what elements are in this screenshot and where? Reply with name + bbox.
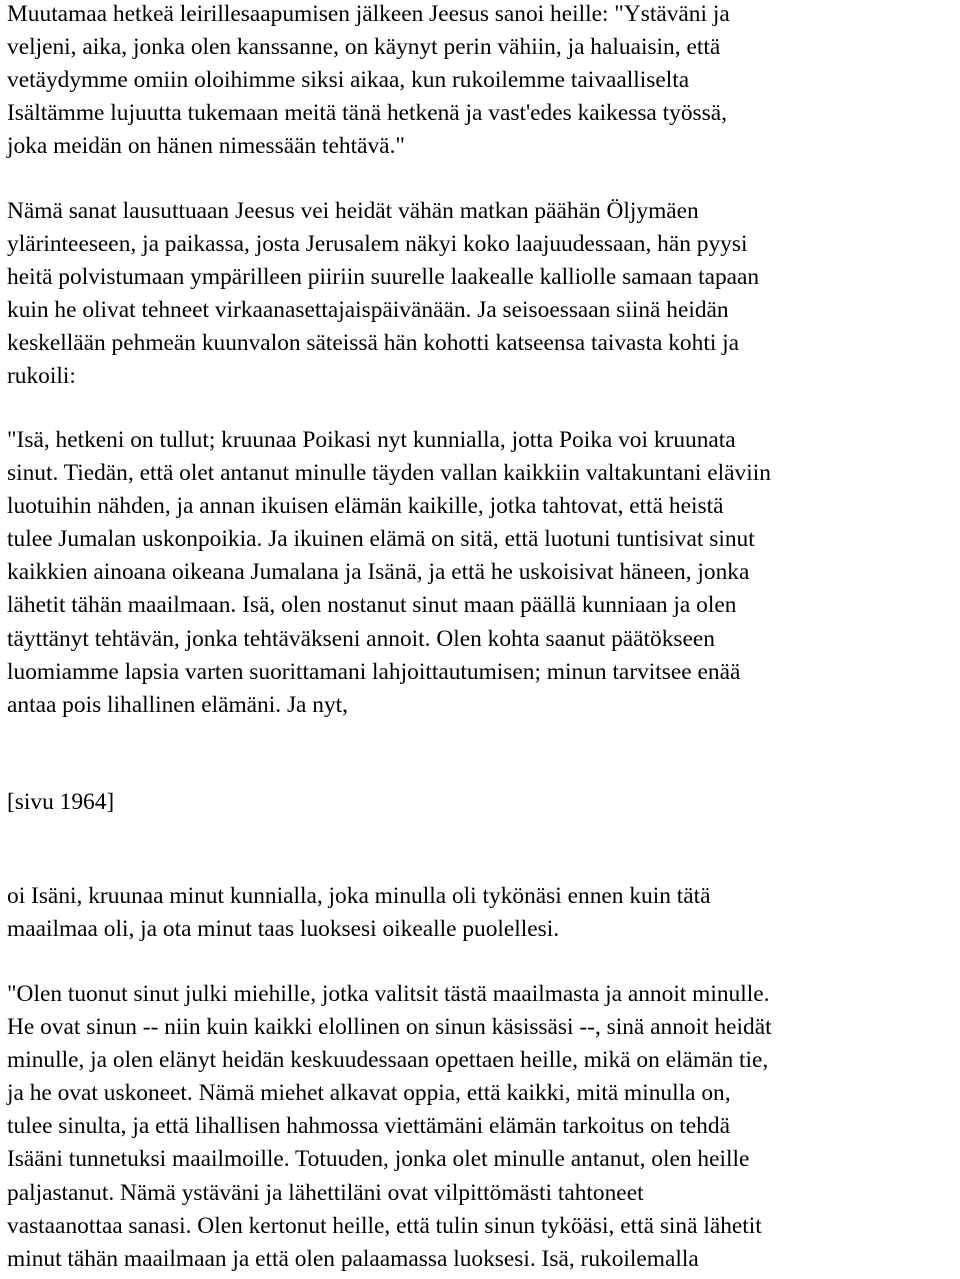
paragraph-revealed: "Olen tuonut sinut julki miehille, jotka valitsit tästä maailmasta ja annoit minulle. He ovat sinun -- niin kuin kaikki elollinen on sinun käsissäsi --, sinä annoit heidät minulle, ja olen elänyt heidän keskuudessaan opettaen heille, mikä on elämän tie, ja he ovat uskoneet. Nämä miehet alkavat oppia, että kaikki, mitä minulla on, tulee sinulta, ja että lihallisen hahmossa viettämäni elämän tarkoitus on tehdä Isääni tunnetuksi maailmoille. Totuuden, jonka olet minulle antanut, olen heille paljastanut. Nämä ystäväni ja lähettiläni ovat vilpittömästi tahtoneet vastaanottaa sanasi. Olen kertonut heille, että tulin sinun tyköäsi, että sinä lähetit minut tähän maailmaan ja että olen palaamassa luoksesi. Isä, rukoilemalla: [7, 981, 772, 1272]
paragraph-olivet: Nämä sanat lausuttuaan Jeesus vei heidät vähän matkan päähän Öljymäen ylärinteeseen, ja paikassa, josta Jerusalem näkyi koko laajuudessaan, hän pyysi heitä polvistumaan ympärilleen piiriin suurelle laakealle kalliolle samaan tapaan kuin he olivat tehneet virkaanasettajaispäivänään. Ja seisoessaan siinä heidän keskellään pehmeän kuunvalon säteissä hän kohotti katseensa taivasta kohti ja rukoili:: [7, 198, 760, 390]
paragraph-prayer-start: "Isä, hetkeni on tullut; kruunaa Poikasi nyt kunnialla, jotta Poika voi kruunata sinut. Tiedän, että olet antanut minulle täyden vallan kaikkiin valtakuntani eläviin luotuihin nähden, ja annan ikuisen elämän kaikille, jotka tahtovat, että heistä tulee Jumalan uskonpoikia. Ja ikuinen elämä on sitä, että luotuni tuntisivat sinut kaikkien ainoana oikeana Jumalana ja Isänä, ja että he uskoisivat häneen, jonka lähetit tähän maailmaan. Isä, olen nostanut sinut maan päällä kunniaan ja olen täyttänyt tehtävän, jonka tehtäväkseni annoit. Olen kohta saanut päätökseen luomiamme lapsia varten suorittamani lahjoittautumisen; minun tarvitsee enää antaa pois lihallinen elämäni. Ja nyt,: [7, 427, 771, 718]
paragraph-arrival: Muutamaa hetkeä leirillesaapumisen jälkeen Jeesus sanoi heille: "Ystäväni ja veljeni, aika, jonka olen kanssanne, on käynyt perin vähiin, ja haluaisin, että vetäydymme omiin oloihimme siksi aikaa, kun rukoilemme taivaalliselta Isältämme lujuutta tukemaan meitä tänä hetkenä ja vast'edes kaikessa työssä, joka meidän on hänen nimessään tehtävä.": [7, 1, 730, 160]
paragraph-prayer-continued: oi Isäni, kruunaa minut kunnialla, joka minulla oli tykönäsi ennen kuin tätä maailmaa oli, ja ota minut taas luoksesi oikealle puolellesi.: [7, 883, 711, 943]
page-marker: [sivu 1964]: [7, 789, 115, 815]
